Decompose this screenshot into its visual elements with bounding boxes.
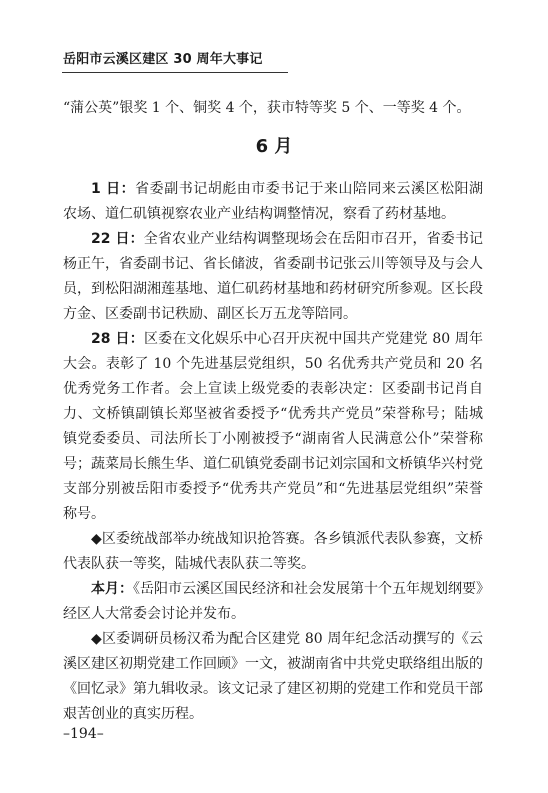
month-heading: 6 月 bbox=[255, 136, 293, 157]
entry-june-22 bbox=[63, 227, 483, 327]
entry-text: 《岳阳市云溪区国民经济和社会发展第十个五年规划纲要》经区人大常委会讨论并发布。 bbox=[63, 581, 483, 622]
header-rule bbox=[62, 72, 288, 73]
entry-text: 区委调研员杨汉希为配合区建党 80 周年纪念活动撰写的《云溪区建区初期党建工作回顾》一文，被湖南省中共党史联络组出版的《回忆录》第九辑收录。该文记录了建区初期的党建工作和党员干部艰苦创业的真实历程。 bbox=[63, 631, 483, 722]
entry-text: 省委副书记胡彪由市委书记于来山陪同来云溪区松阳湖农场、道仁矶镇视察农业产业结构调整情况，察看了药材基地。 bbox=[63, 181, 484, 222]
entry-date-label: 22 日： bbox=[91, 231, 144, 247]
page-number: –194– bbox=[63, 726, 104, 742]
entry-june-1 bbox=[63, 177, 483, 227]
entry-date-label: 28 日： bbox=[91, 331, 144, 347]
entry-party-history-article bbox=[63, 627, 483, 727]
entry-date-label: 1 日： bbox=[91, 181, 136, 197]
entry-text: 区委统战部举办统战知识抢答赛。各乡镇派代表队参赛，文桥代表队获一等奖，陆城代表队获二等奖。 bbox=[63, 531, 483, 572]
carryover-paragraph: “蒲公英”银奖 1 个、铜奖 4 个，获市特等奖 5 个、一等奖 4 个。 bbox=[63, 100, 471, 116]
entry-text: 区委在文化娱乐中心召开庆祝中国共产党建党 80 周年大会。表彰了 10 个先进基层党组织，50 名优秀共产党员和 20 名优秀党务工作者。会上宣读上级党委的表彰决定：区委副书记肖自力、文桥镇副镇长郑坚被省委授予“优秀共产党员”荣誉称号；陆城镇党委委员、司法所长丁小刚被授予“湖南省人民满意公仆”荣誉称号；蔬菜局长熊生华、道仁矶镇党委副书记刘宗国和文桥镇华兴村党支部分别被岳阳市委授予“优秀共产党员”和“先进基层党组织”荣誉称号。 bbox=[63, 331, 484, 522]
entry-text: 全省农业产业结构调整现场会在岳阳市召开，省委书记杨正午，省委副书记、省长储波，省委副书记张云川等领导及与会人员，到松阳湖湘莲基地、道仁矶药材基地和药材研究所参观。区长段方金、区委副书记秩励、副区长万五龙等陪同。 bbox=[63, 231, 484, 322]
entry-united-front-quiz bbox=[63, 527, 483, 577]
diamond-bullet-icon: ◆ bbox=[91, 531, 102, 547]
running-header: 岳阳市云溪区建区 30 周年大事记 bbox=[63, 52, 263, 67]
entry-this-month bbox=[63, 577, 483, 627]
chronicle-entries bbox=[63, 177, 483, 727]
entry-june-28 bbox=[63, 327, 483, 527]
diamond-bullet-icon: ◆ bbox=[91, 631, 102, 647]
entry-date-label: 本月： bbox=[91, 581, 133, 597]
